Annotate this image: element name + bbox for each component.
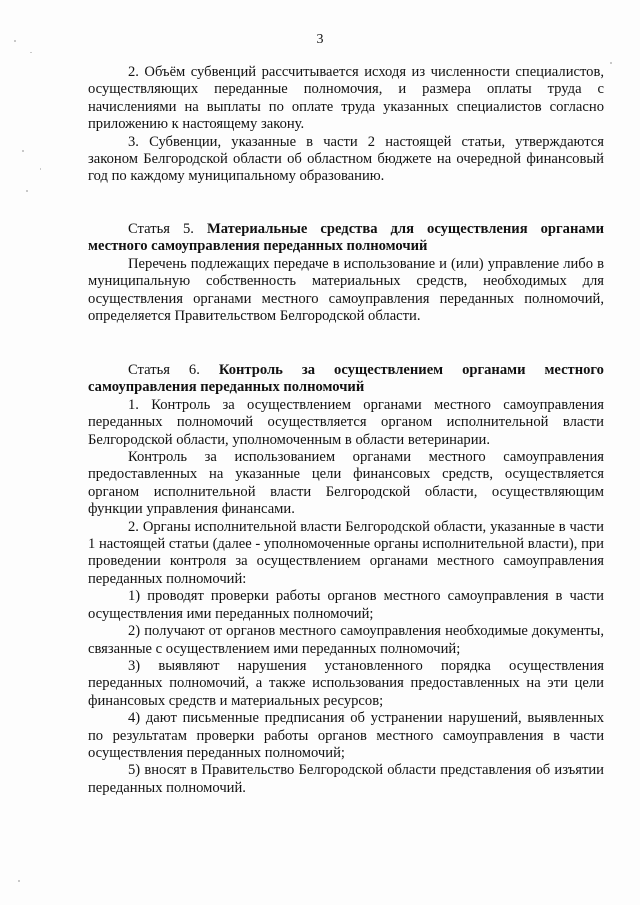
list-item: 1) проводят проверки работы органов местного самоуправления в части осуществления ими переданных полномочий; bbox=[88, 588, 604, 622]
paragraph: 3. Субвенции, указанные в части 2 настоящей статьи, утверждаются законом Белгородской области об областном бюджете на очередной финансовый год по каждому муниципальному образованию. bbox=[88, 133, 604, 185]
scan-speck bbox=[30, 52, 32, 53]
article-5 bbox=[88, 221, 604, 325]
paragraph: Перечень подлежащих передаче в использование и (или) управление либо в муниципальную собственность материальных средств, необходимых для осуществления органами местного самоуправления переданных полномочий, определяется Правительством Белгородской области. bbox=[88, 255, 604, 325]
paragraph: 2. Органы исполнительной власти Белгородской области, указанные в части 1 настоящей статьи (далее - уполномоченные органы исполнительной власти), при проведении контроля за осуществлением органами местного самоуправления переданных полномочий: bbox=[88, 518, 604, 587]
page-number: 3 bbox=[316, 32, 324, 47]
scan-speck bbox=[26, 190, 28, 192]
list-item: 4) дают письменные предписания об устранении нарушений, выявленных по результатам проверки работы органов местного самоуправления в части осуществления переданных полномочий; bbox=[88, 710, 604, 761]
list-item: 3) выявляют нарушения установленного порядка осуществления переданных полномочий, а также использования предоставленных на эти цели финансовых средств и материальных ресурсов; bbox=[88, 657, 604, 709]
article-title: Контроль за осуществлением органами местного самоуправления переданных полномочий bbox=[88, 362, 604, 396]
article-number: Статья 5. bbox=[128, 221, 194, 237]
scan-speck bbox=[40, 168, 41, 170]
list-item: 2) получают от органов местного самоуправления необходимые документы, связанные с осуществлением ими переданных полномочий; bbox=[88, 623, 604, 657]
section-top bbox=[88, 64, 604, 186]
list-item: 5) вносят в Правительство Белгородской области представления об изъятии переданных полномочий. bbox=[88, 762, 604, 796]
paragraph: Контроль за использованием органами местного самоуправления предоставленных на указанные цели финансовых средств, осуществляется органом исполнительной власти Белгородской области, осуществляющим функции управления финансами. bbox=[88, 449, 604, 518]
article-heading bbox=[88, 221, 604, 256]
article-title: Материальные средства для осуществления органами местного самоуправления переданных полномочий bbox=[88, 221, 604, 255]
paragraph: 1. Контроль за осуществлением органами местного самоуправления переданных полномочий осуществляется органом исполнительной власти Белгородской области, уполномоченным в области ветеринарии. bbox=[88, 396, 604, 448]
article-heading bbox=[88, 362, 604, 397]
scan-speck bbox=[18, 880, 20, 882]
article-6 bbox=[88, 362, 604, 797]
scan-speck bbox=[22, 150, 24, 152]
article-number: Статья 6. bbox=[128, 362, 200, 378]
paragraph: 2. Объём субвенций рассчитывается исходя из численности специалистов, осуществляющих переданные полномочия, и размера оплаты труда с начислениями на выплаты по оплате труда указанных специалистов согласно приложению к настоящему закону. bbox=[88, 64, 604, 133]
scan-speck bbox=[610, 62, 612, 64]
